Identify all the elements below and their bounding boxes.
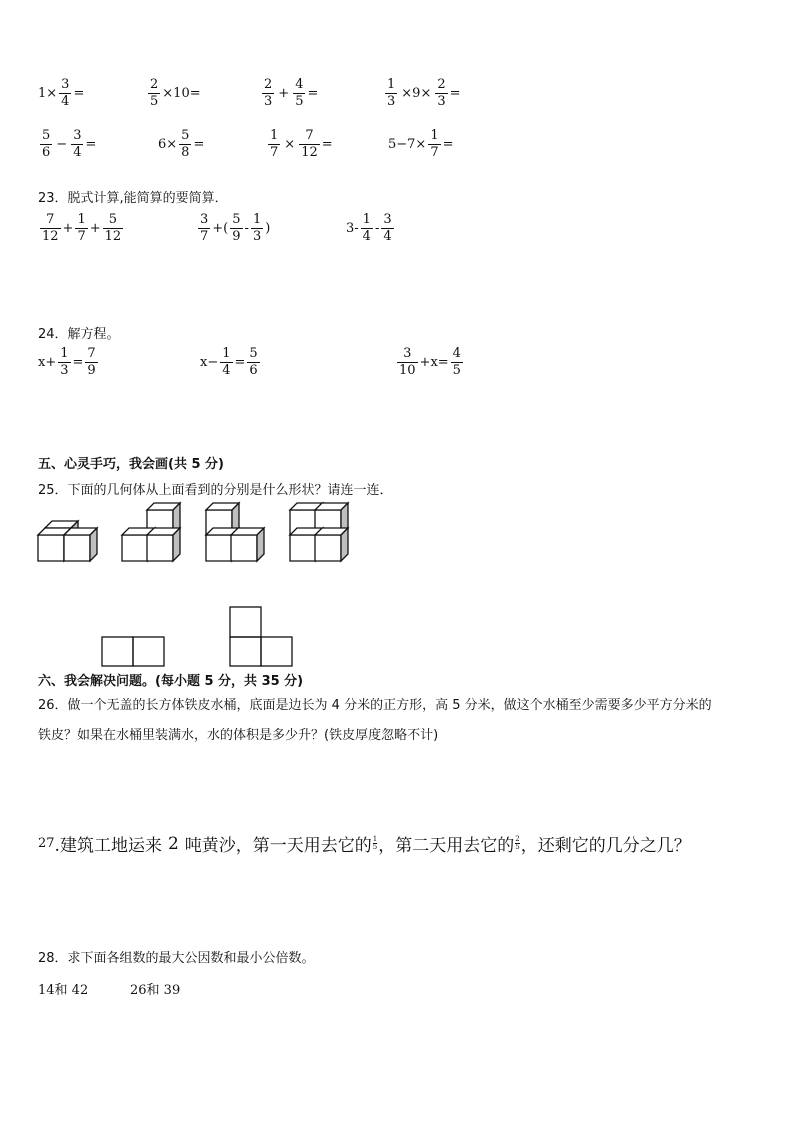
fraction: $\frac{1}{7}$	[270, 128, 279, 160]
calc-text: ×10=	[162, 85, 201, 101]
fraction: $\frac{5}{8}$	[181, 128, 190, 160]
cube-figure-3	[206, 503, 264, 561]
operator: ×9×	[401, 85, 432, 101]
calc-text: x+	[38, 354, 57, 370]
question-26-line-1: 26．做一个无盖的长方体铁皮水桶，底面是边长为 4 分米的正方形，高 5 分米，做这个水桶至少需要多少平方分米的	[38, 698, 712, 713]
fraction: $\frac{2}{5}$	[515, 835, 520, 851]
fraction: $\frac{7}{12}$	[42, 212, 59, 244]
question-27-number: 27	[38, 836, 55, 851]
cube-figure-1	[38, 521, 97, 561]
calc-text: x−	[200, 354, 219, 370]
equals-sign: =	[234, 354, 246, 370]
top-view-two-squares	[102, 637, 164, 666]
equals-sign: =	[73, 85, 85, 101]
question-25-text: 25．下面的几何体从上面看到的分别是什么形状？请连一连．	[38, 483, 393, 498]
fraction: $\frac{7}{9}$	[87, 346, 96, 378]
fraction: $\frac{3}{10}$	[399, 346, 416, 378]
operator: −	[56, 136, 68, 152]
question-27-text-b: 吨黄沙，第一天用去它的	[184, 836, 372, 856]
q28-group-2: 26和 39	[130, 983, 181, 998]
q28-group-1: 14和 42	[38, 983, 89, 998]
question-26-line-2: 铁皮？如果在水桶里装满水，水的体积是多少升？(铁皮厚度忽略不计)	[38, 728, 439, 743]
operator: +	[62, 220, 74, 236]
fraction: $\frac{3}{4}$	[383, 212, 392, 244]
fraction: $\frac{4}{5}$	[452, 346, 461, 378]
operator: +	[278, 85, 290, 101]
fraction: $\frac{2}{3}$	[264, 77, 273, 109]
fraction: $\frac{1}{4}$	[362, 212, 371, 244]
cube-figure-4	[290, 503, 348, 561]
calc-text: 6×	[158, 136, 178, 152]
question-27-quantity: 2	[167, 833, 179, 854]
fraction: $\frac{5}{9}$	[232, 212, 241, 244]
fraction: $\frac{5}{6}$	[42, 128, 51, 160]
fraction: $\frac{1}{7}$	[77, 212, 86, 244]
section-5-heading: 五、心灵手巧，我会画(共 5 分)	[38, 457, 224, 472]
operator: ×	[284, 136, 296, 152]
equals-sign: =	[321, 136, 333, 152]
question-27	[38, 831, 691, 856]
equals-sign: =	[442, 136, 454, 152]
fraction: $\frac{1}{3}$	[252, 212, 262, 244]
fraction: $\frac{2}{3}$	[437, 77, 446, 109]
question-27-text-a: .建筑工地运来	[54, 836, 162, 856]
operator: -	[374, 220, 380, 236]
operator: -	[244, 220, 249, 236]
section-6-heading: 六、我会解决问题。(每小题 5 分，共 35 分)	[38, 674, 304, 689]
equals-sign: =	[85, 136, 97, 152]
equals-sign: =	[193, 136, 205, 152]
calc-text: 1×	[38, 85, 58, 101]
fraction: $\frac{7}{12}$	[301, 128, 318, 160]
question-27-text-c: ，第二天用去它的	[378, 836, 515, 856]
fraction: $\frac{1}{5}$	[372, 835, 378, 851]
calc-text: 5−7×	[388, 136, 427, 152]
operator: )	[265, 220, 271, 236]
question-23-title: 23．脱式计算,能简算的要简算．	[38, 191, 228, 206]
equals-sign: =	[307, 85, 319, 101]
fraction: $\frac{4}{5}$	[295, 77, 304, 109]
equals-sign: =	[72, 354, 84, 370]
fraction: $\frac{1}{3}$	[60, 346, 69, 378]
equals-sign: =	[449, 85, 461, 101]
fraction: $\frac{3}{4}$	[61, 77, 70, 109]
fraction: $\frac{5}{12}$	[104, 212, 122, 244]
fraction: $\frac{1}{4}$	[222, 346, 231, 378]
fraction: $\frac{3}{7}$	[200, 212, 209, 244]
fraction: $\frac{1}{7}$	[430, 128, 439, 160]
cube-figure-2	[122, 503, 180, 561]
fraction: $\frac{1}{3}$	[387, 77, 396, 109]
top-view-l-shape	[230, 607, 292, 666]
calc-text: +x=	[419, 354, 449, 370]
fraction: $\frac{2}{5}$	[150, 77, 159, 109]
operator: +	[89, 220, 101, 236]
question-28-title: 28．求下面各组数的最大公因数和最小公倍数。	[38, 951, 315, 966]
fraction: $\frac{3}{4}$	[73, 128, 82, 160]
operator: +(	[212, 220, 229, 236]
fraction: $\frac{5}{6}$	[249, 346, 258, 378]
question-24-title: 24．解方程。	[38, 327, 120, 342]
question-27-text-d: ，还剩它的几分之几？	[520, 836, 691, 856]
calc-text: 3-	[346, 220, 359, 236]
